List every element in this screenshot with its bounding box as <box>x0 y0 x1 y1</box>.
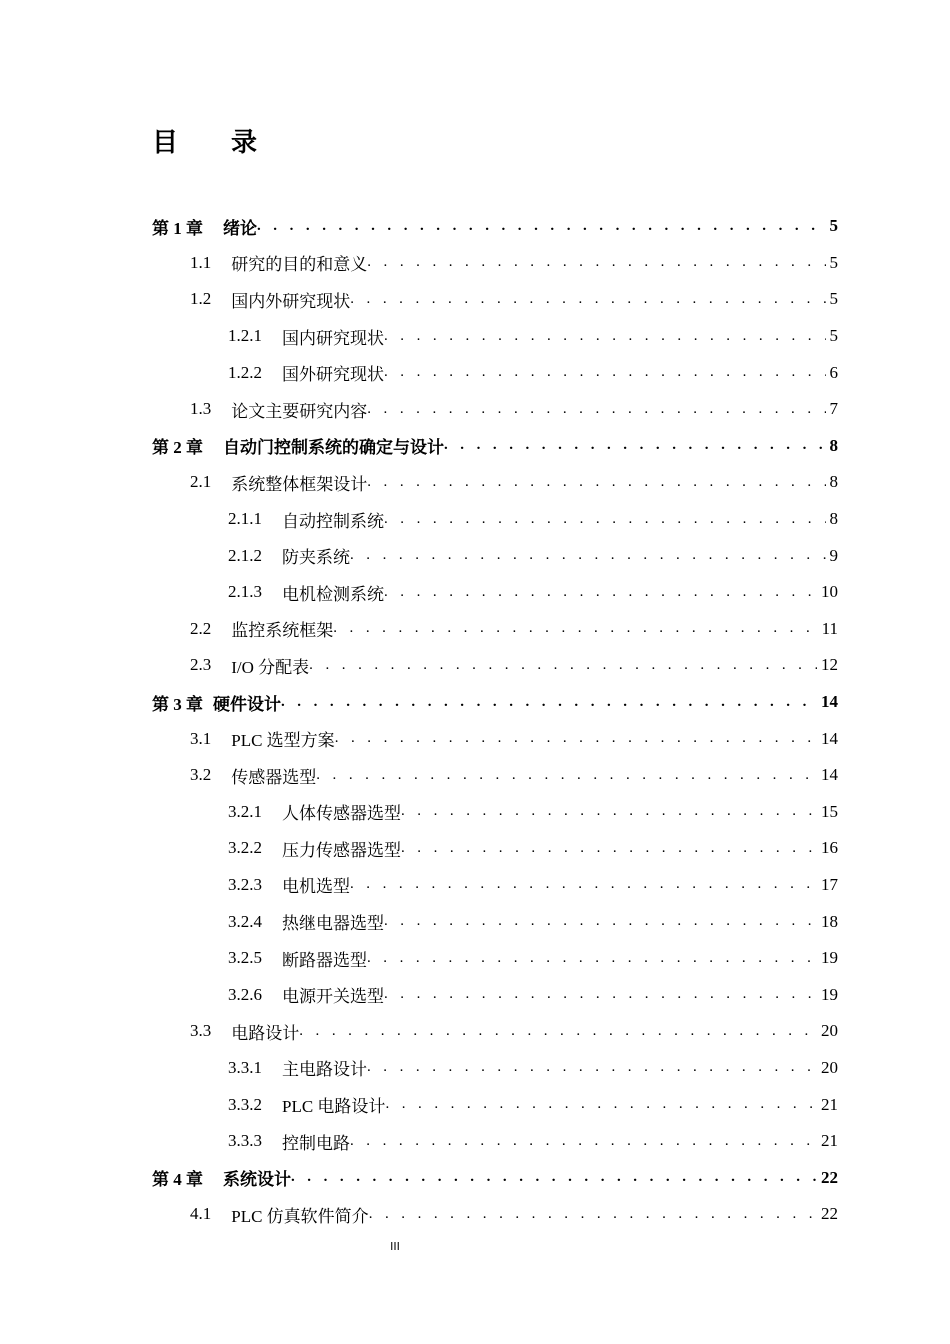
toc-entry-title: 压力传感器选型 <box>282 840 401 860</box>
toc-entry-title: 电源开关选型 <box>282 987 384 1007</box>
toc-entry-number: 3.2.3 <box>228 874 262 894</box>
toc-entry-title: 系统设计 <box>223 1170 291 1190</box>
toc-leader-dots <box>291 1169 817 1186</box>
toc-entry[interactable] <box>152 830 838 867</box>
toc-leader-dots <box>350 291 825 308</box>
toc-leader-dots <box>367 950 817 967</box>
toc-entry[interactable] <box>152 281 838 318</box>
toc-entry-title: 系统整体框架设计 <box>231 474 368 494</box>
toc-leader-dots <box>367 401 825 418</box>
toc-entry-number: 2.1.2 <box>228 545 262 565</box>
toc-entry-page: 6 <box>829 362 838 382</box>
toc-entry[interactable] <box>152 1159 838 1196</box>
toc-entry-page: 15 <box>821 801 838 821</box>
toc-entry-title: 国内研究现状 <box>282 328 384 348</box>
toc-leader-dots <box>367 474 825 491</box>
toc-entry-page: 19 <box>821 948 838 968</box>
toc-entry[interactable] <box>152 428 838 465</box>
toc-entry-page: 16 <box>821 838 838 858</box>
toc-entry-number: 2.3 <box>190 655 212 675</box>
toc-entry[interactable] <box>152 976 838 1013</box>
toc-entry-page: 7 <box>829 399 838 419</box>
toc-leader-dots <box>367 1059 817 1076</box>
toc-entry-title: 国外研究现状 <box>282 365 384 385</box>
toc-entry-page: 5 <box>829 252 838 272</box>
toc-entry-number: 3.3.3 <box>228 1131 262 1151</box>
toc-leader-dots <box>367 254 825 271</box>
toc-entry[interactable] <box>152 684 838 721</box>
toc-entry-page: 10 <box>821 582 838 602</box>
toc-entry-page: 21 <box>821 1094 838 1114</box>
toc-heading: 目 录 <box>152 128 280 158</box>
toc-leader-dots <box>385 1096 817 1113</box>
toc-entry-page: 5 <box>829 326 838 346</box>
toc-entry-page: 14 <box>821 692 838 712</box>
toc-entry-page: 14 <box>821 765 838 785</box>
toc-entry-page: 12 <box>821 655 838 675</box>
toc-entry-page: 18 <box>821 911 838 931</box>
toc-entry[interactable] <box>152 1123 838 1160</box>
toc-leader-dots <box>369 1206 817 1223</box>
toc-entry-title: 控制电路 <box>282 1133 350 1153</box>
toc-entry-page: 5 <box>829 216 838 236</box>
toc-leader-dots <box>384 328 826 345</box>
toc-entry[interactable] <box>152 464 838 501</box>
toc-leader-dots <box>281 694 817 711</box>
toc-entry-title: 人体传感器选型 <box>282 804 401 824</box>
toc-entry-title: 国内外研究现状 <box>231 291 351 311</box>
toc-entry-page: 19 <box>821 984 838 1004</box>
toc-entry[interactable] <box>152 1050 838 1087</box>
toc-entry[interactable] <box>152 794 838 831</box>
toc-entry-page: 14 <box>821 728 838 748</box>
toc-entry[interactable] <box>152 611 838 648</box>
toc-entry-number: 4.1 <box>190 1204 212 1224</box>
toc-entry-page: 8 <box>829 509 838 529</box>
toc-entry-title: 硬件设计 <box>213 694 281 714</box>
toc-entry[interactable] <box>152 1086 838 1123</box>
toc-entry-number: 3.3.1 <box>228 1057 262 1077</box>
toc-leader-dots <box>384 584 817 601</box>
toc-entry-number: 1.3 <box>190 399 212 419</box>
toc-entry-title: I/O 分配表 <box>231 657 310 677</box>
toc-entry-title: 断路器选型 <box>282 950 367 970</box>
toc-leader-dots <box>384 511 826 528</box>
toc-entry-title: 电机检测系统 <box>282 584 384 604</box>
toc-entry-page: 5 <box>829 289 838 309</box>
toc-leader-dots <box>384 986 817 1003</box>
toc-leader-dots <box>257 218 826 235</box>
toc-entry-title: 防夹系统 <box>282 548 350 568</box>
toc-entry-title: 传感器选型 <box>231 767 317 787</box>
toc-entry-number: 第 3 章 <box>152 694 203 714</box>
toc-entry-page: 11 <box>821 618 838 638</box>
toc-entry-number: 2.1 <box>190 472 212 492</box>
toc-entry[interactable] <box>152 208 838 245</box>
toc-entry[interactable] <box>152 1013 838 1050</box>
toc-leader-dots <box>350 1133 817 1150</box>
toc-entry-number: 2.1.1 <box>228 509 262 529</box>
toc-leader-dots <box>335 730 817 747</box>
toc-leader-dots <box>299 1023 817 1040</box>
toc-entry-page: 20 <box>821 1057 838 1077</box>
toc-entry-page: 22 <box>821 1167 838 1187</box>
toc-entry-number: 3.2.1 <box>228 801 262 821</box>
toc-entry[interactable] <box>152 757 838 794</box>
toc-entry-number: 第 2 章 <box>152 438 203 458</box>
toc-leader-dots <box>401 840 817 857</box>
toc-entry[interactable] <box>152 1196 838 1233</box>
toc-leader-dots <box>350 547 826 564</box>
toc-entry-page: 9 <box>829 545 838 565</box>
toc-leader-dots <box>401 803 817 820</box>
toc-entry-title: 电机选型 <box>282 877 350 897</box>
toc-entry-number: 3.3.2 <box>228 1094 262 1114</box>
toc-entry-title: 绪论 <box>223 218 257 238</box>
toc-entry-page: 22 <box>821 1204 838 1224</box>
toc-entry-number: 2.1.3 <box>228 582 262 602</box>
toc-leader-dots <box>384 364 826 381</box>
toc-entry-number: 1.2.2 <box>228 362 262 382</box>
table-of-contents <box>152 208 838 1233</box>
toc-entry-title: PLC 仿真软件简介 <box>231 1206 369 1226</box>
toc-entry-number: 1.2 <box>190 289 212 309</box>
toc-entry-page: 8 <box>829 472 838 492</box>
toc-entry-number: 1.1 <box>190 252 212 272</box>
toc-entry[interactable] <box>152 501 838 538</box>
toc-entry-number: 2.2 <box>190 618 212 638</box>
toc-entry[interactable] <box>152 537 838 574</box>
toc-entry-number: 第 1 章 <box>152 218 203 238</box>
toc-entry-number: 3.2.4 <box>228 911 262 931</box>
toc-entry-number: 3.2.2 <box>228 838 262 858</box>
toc-entry-number: 3.2.5 <box>228 948 262 968</box>
toc-entry-number: 3.2 <box>190 765 212 785</box>
toc-entry[interactable] <box>152 574 838 611</box>
toc-entry-number: 3.2.6 <box>228 984 262 1004</box>
toc-entry-title: 自动门控制系统的确定与设计 <box>223 438 444 458</box>
toc-entry[interactable] <box>152 940 838 977</box>
toc-entry[interactable] <box>152 903 838 940</box>
toc-entry-title: 监控系统框架 <box>231 621 334 641</box>
toc-entry-page: 20 <box>821 1021 838 1041</box>
toc-entry-number: 第 4 章 <box>152 1170 203 1190</box>
toc-entry-number: 3.3 <box>190 1021 212 1041</box>
toc-entry-title: 电路设计 <box>231 1023 300 1043</box>
toc-leader-dots <box>309 657 817 674</box>
toc-leader-dots <box>316 767 817 784</box>
toc-entry[interactable] <box>152 720 838 757</box>
toc-leader-dots <box>333 620 817 637</box>
toc-entry-title: PLC 选型方案 <box>231 731 335 751</box>
toc-entry[interactable] <box>152 245 838 282</box>
toc-entry-title: 研究的目的和意义 <box>231 255 368 275</box>
toc-entry[interactable] <box>152 647 838 684</box>
toc-entry-number: 1.2.1 <box>228 326 262 346</box>
toc-entry-title: PLC 电路设计 <box>282 1097 386 1117</box>
toc-entry[interactable] <box>152 318 838 355</box>
toc-leader-dots <box>444 437 826 454</box>
toc-entry-title: 主电路设计 <box>282 1060 367 1080</box>
toc-entry[interactable] <box>152 867 838 904</box>
toc-leader-dots <box>350 876 817 893</box>
toc-leader-dots <box>384 913 817 930</box>
toc-entry-page: 21 <box>821 1131 838 1151</box>
toc-entry-page: 8 <box>829 435 838 455</box>
toc-entry-title: 自动控制系统 <box>282 511 384 531</box>
toc-entry-title: 热继电器选型 <box>282 914 384 934</box>
toc-entry-number: 3.1 <box>190 728 212 748</box>
toc-entry[interactable] <box>152 354 838 391</box>
toc-entry[interactable] <box>152 391 838 428</box>
toc-entry-title: 论文主要研究内容 <box>231 401 368 421</box>
page-footer-number: III <box>390 1240 400 1253</box>
toc-entry-page: 17 <box>821 874 838 894</box>
